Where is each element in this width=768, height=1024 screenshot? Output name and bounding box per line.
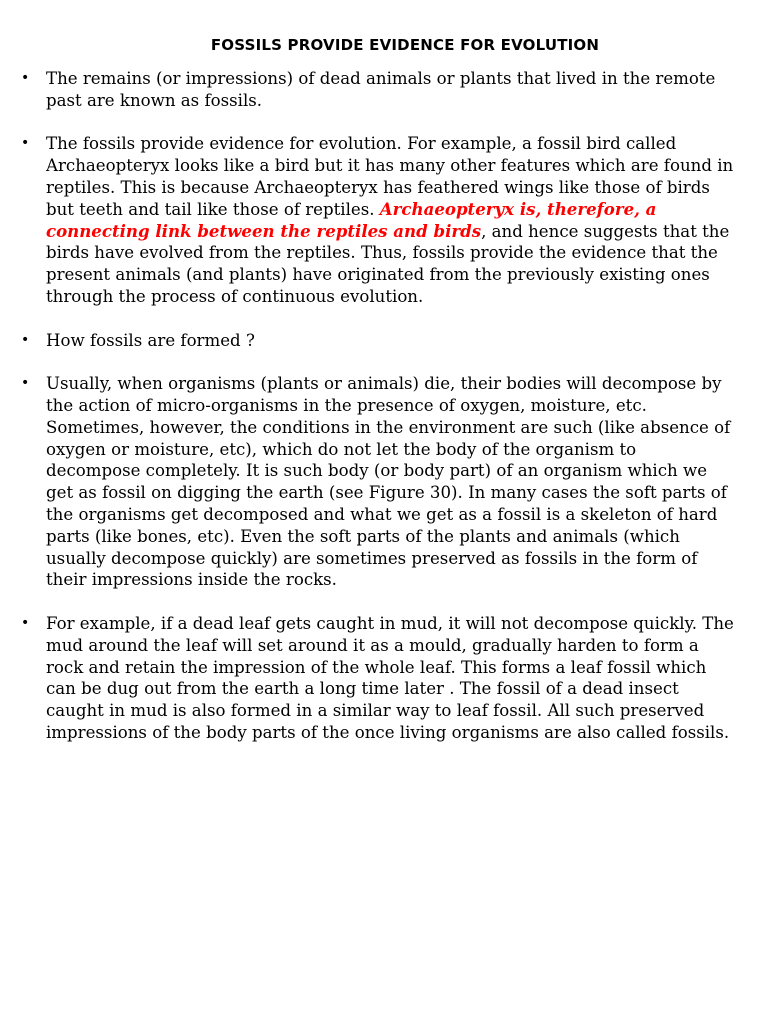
bullet-how-formed-question — [0, 330, 768, 352]
bullet-fossil-definition — [0, 68, 768, 112]
paragraph-text: The remains (or impressions) of dead animals or plants that lived in the remote past are known as fossils. — [46, 69, 716, 110]
paragraph-text: The fossils provide evidence for evolution. For example, a fossil bird called Archaeopteryx looks like a bird but it has many other features which are found in reptiles. This is because Archaeopteryx has feathered wings like those of birds but teeth and tail like those of reptiles. — [46, 134, 734, 219]
bullet-leaf-fossil — [0, 613, 768, 744]
bullet-list — [0, 68, 768, 766]
bullet-icon: • — [21, 375, 30, 392]
bullet-icon: • — [21, 70, 30, 86]
bullet-decomposition — [0, 373, 768, 591]
paragraph-text: How fossils are formed ? — [46, 330, 255, 350]
paragraph-text: For example, if a dead leaf gets caught in mud, it will not decompose quickly. The mud around the leaf will set around it as a mould, gradually harden to form a rock and retain the impression of the whole leaf. This forms a leaf fossil which can be dug out from the earth a long time later . The fossil of a dead insect caught in mud is also formed in a similar way to leaf fossil. All such preserved impressions of the body parts of the once living organisms are also called fossils. — [46, 613, 734, 742]
highlighted-text: Archaeopteryx is, therefore, a connecting link between the reptiles and birds — [46, 198, 657, 241]
bullet-icon: • — [21, 135, 30, 152]
bullet-icon: • — [21, 331, 30, 348]
paragraph-text-continued: , and hence suggests that the birds have evolved from the reptiles. Thus, fossils provide the evidence that the present animals (and plants) have originated from the previously existing ones through the process of continuous evolution. — [46, 221, 730, 306]
page-title: FOSSILS PROVIDE EVIDENCE FOR EVOLUTION — [210, 36, 600, 54]
bullet-icon: • — [21, 614, 30, 631]
bullet-archaeopteryx — [0, 133, 768, 307]
paragraph-text: Usually, when organisms (plants or animals) die, their bodies will decompose by the action of micro-organisms in the presence of oxygen, moisture, etc. Sometimes, however, the conditions in the environment are such (like absence of oxygen or moisture, etc), which do not let the body of the organism to decompose completely. It is such body (or body part) of an organism which we get as fossil on digging the earth (see Figure 30). In many cases the soft parts of the organisms get decomposed and what we get as a fossil is a skeleton of hard parts (like bones, etc). Even the soft parts of the plants and animals (which usually decompose quickly) are sometimes preserved as fossils in the form of their impressions inside the rocks. — [46, 374, 731, 590]
